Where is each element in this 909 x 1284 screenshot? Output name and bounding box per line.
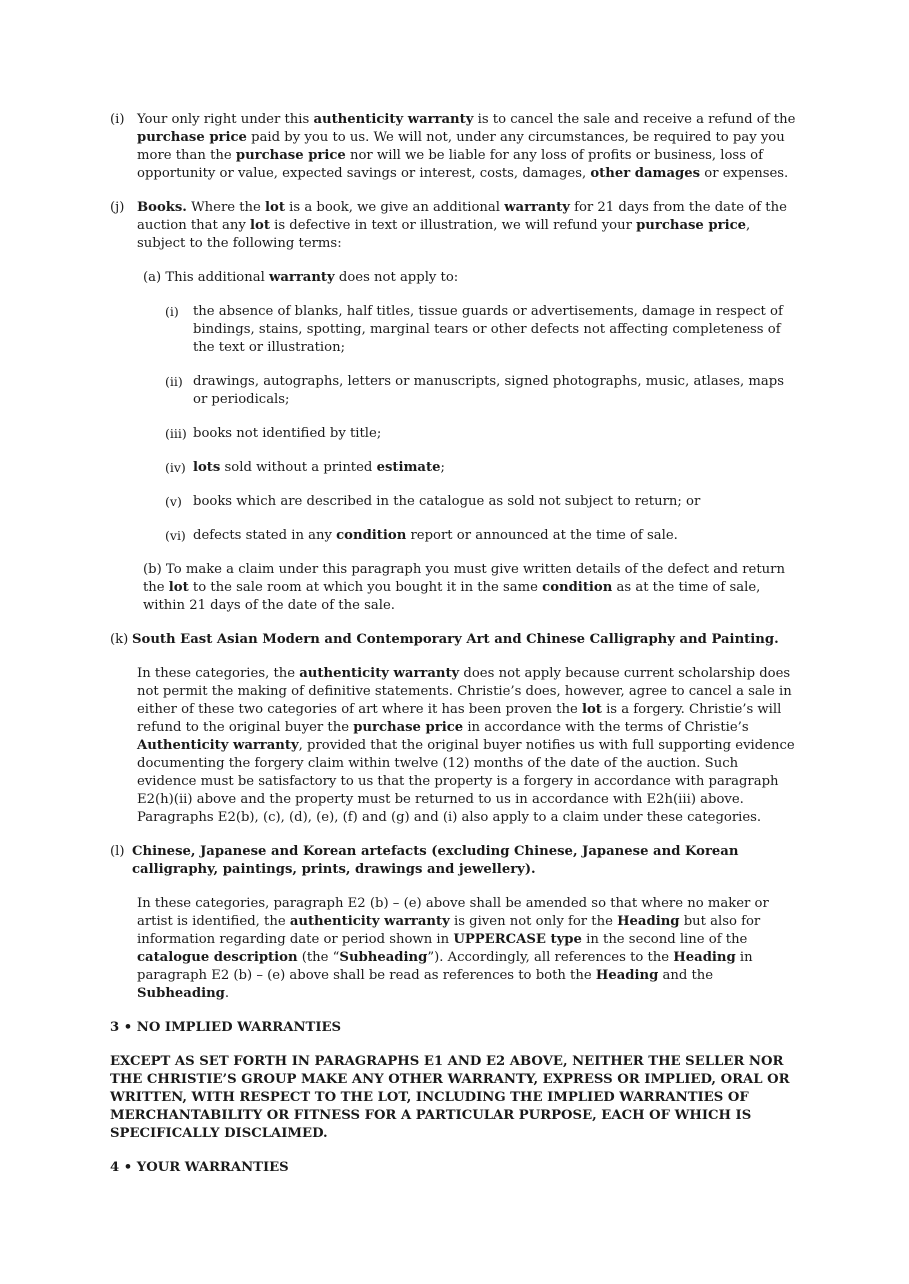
clause-paragraph: In these categories, paragraph E2 (b) – (e) above shall be amended so that where no maker or artist is identified, the authenticity warranty is given not only for the Heading but also for information regarding date or period shown in UPPERCASE type in the second line of the catalogue description (the “Subheading”). Accordingly, all references to the Heading in paragraph E2 (b) – (e) above shall be read as references to both the Heading and the Subheading. [137,896,769,1001]
list-item-number: (v) [165,494,182,509]
clause-body [137,199,800,253]
clause-label: (i) [110,112,125,127]
section-heading: 3 • NO IMPLIED WARRANTIES [110,1020,342,1035]
list-item-text: books not identified by title; [193,426,382,441]
clause-label: (k) [110,632,129,647]
list-item-number: (vi) [165,528,186,543]
list-item-number: (iii) [165,426,187,441]
list-item [165,459,800,477]
clause-label: (j) [110,200,125,215]
list-item [165,527,800,545]
list-item-text: lots sold without a printed estimate; [193,460,445,475]
list-item [165,425,800,443]
disclaimer-text: EXCEPT AS SET FORTH IN PARAGRAPHS E1 AND E2 ABOVE, NEITHER THE SELLER NOR THE CHRISTIE’S GROUP MAKE ANY OTHER WARRANTY, EXPRESS OR IMPLIED, ORAL OR WRITTEN, WITH RESPECT TO THE LOT, INCLUDING THE IMPLIED WARRANTIES OF MERCHANTABILITY OR FITNESS FOR A PARTICULAR PURPOSE, EACH OF WHICH IS SPECIFICALLY DISCLAIMED. [110,1054,790,1141]
clause-label: (l) [110,844,125,859]
subclause-b: (b) To make a claim under this paragraph you must give written details of the defect and return the lot to the sale room at which you bought it in the same condition as at the time of sale, within 21 days of the date of the sale. [143,562,785,613]
clause-i [110,111,800,183]
clause-title: South East Asian Modern and Contemporary Art and Chinese Calligraphy and Painting. [132,632,779,647]
document-page [110,111,800,1193]
list-item [165,373,800,409]
clause-paragraph: In these categories, the authenticity warranty does not apply because current scholarship does not permit the making of definitive statements. Christie’s does, however, agree to cancel a sale in either of these two categories of art where it has been proven the lot is a forgery. Christie’s will refund to the original buyer the purchase price in accordance with the terms of Christie’s Authenticity warranty, provided that the original buyer notifies us with full supporting evidence documenting the forgery claim within twelve (12) months of the date of the auction. Such evidence must be satisfactory to us that the property is a forgery in accordance with paragraph E2(h)(ii) above and the property must be returned to us in accordance with E2h(iii) above. Paragraphs E2(b), (c), (d), (e), (f) and (g) and (i) also apply to a claim under these categories. [137,666,795,825]
clause-text: Your only right under this authenticity warranty is to cancel the sale and receive a refund of the purchase price paid by you to us. We will not, under any circumstances, be required to pay you more than the purchase price nor will we be liable for any loss of profits or business, loss of opportunity or value, expected savings or interest, costs, damages, other damages or expenses. [137,112,796,181]
clause-text: Books. Where the lot is a book, we give an additional warranty for 21 days from the date of the auction that any lot is defective in text or illustration, we will refund your purchase price, subject to the following terms: [137,200,787,251]
list-item-number: (iv) [165,460,186,475]
list-item-number: (i) [165,304,179,319]
list-item-text: books which are described in the catalogue as sold not subject to return; or [193,494,701,509]
list-item-number: (ii) [165,374,183,389]
clause-k [110,631,800,649]
clause-title: Chinese, Japanese and Korean artefacts (excluding Chinese, Japanese and Korean calligraphy, paintings, prints, drawings and jewellery). [132,844,739,877]
clause-j [110,199,800,253]
section-heading: 4 • YOUR WARRANTIES [110,1160,289,1175]
subclause-a: (a) This additional warranty does not apply to: [143,270,459,285]
list-item-text: defects stated in any condition report or announced at the time of sale. [193,528,678,543]
list-item [165,493,800,511]
list-item-text: the absence of blanks, half titles, tissue guards or advertisements, damage in respect of bindings, stains, spotting, marginal tears or other defects not affecting completeness of the text or illustration; [193,304,783,355]
list-item-text: drawings, autographs, letters or manuscripts, signed photographs, music, atlases, maps or periodicals; [193,374,784,407]
clause-body [137,111,800,183]
clause-l [110,843,800,879]
list-item [165,303,800,357]
